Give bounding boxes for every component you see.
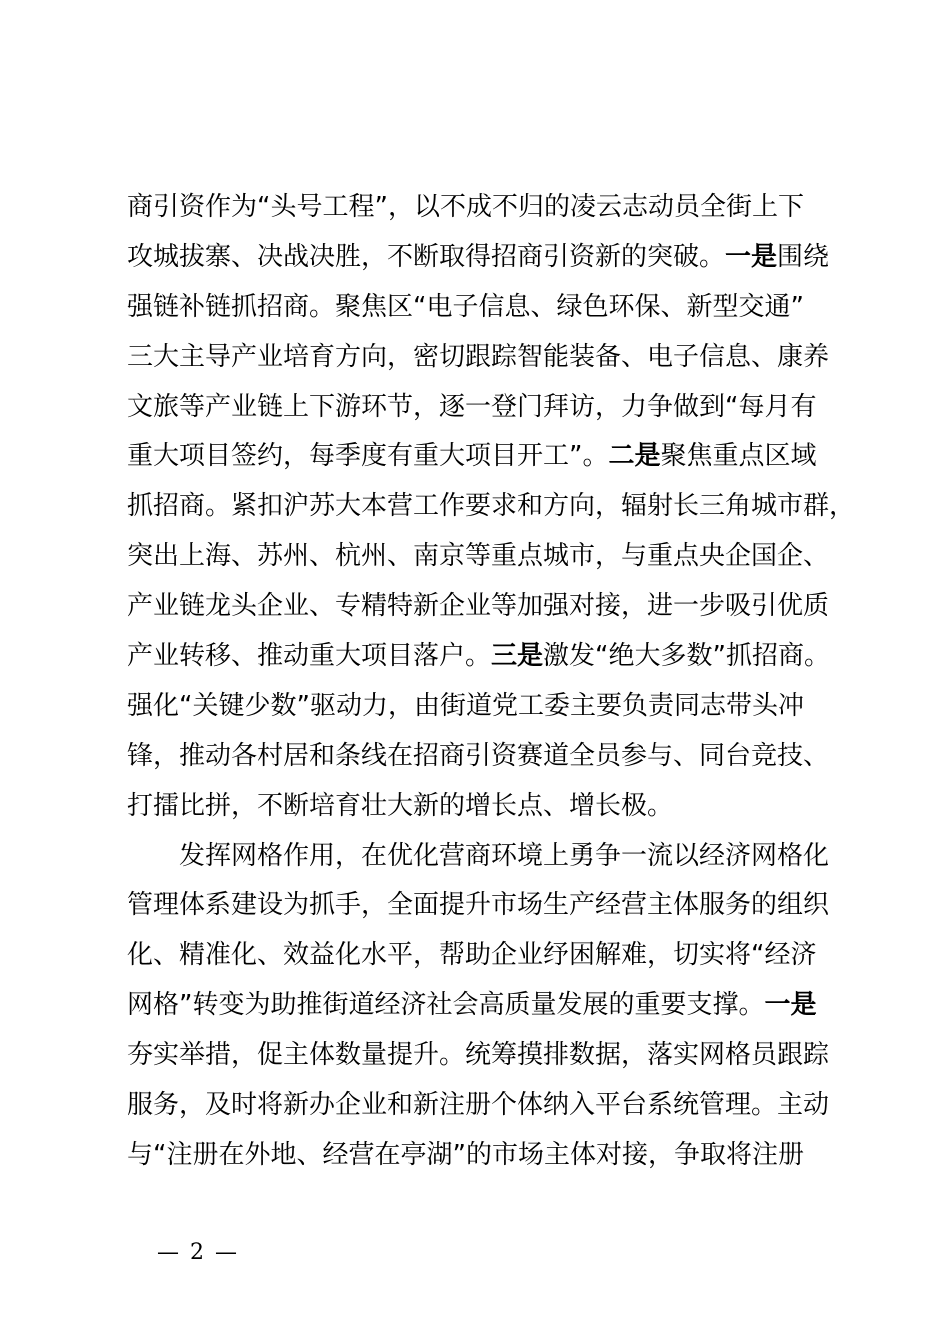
text-line [127, 532, 867, 582]
text-run: 化、精准化、效益化水平，帮助企业纾困解难，切实将“经济 [127, 940, 817, 971]
bold-marker: 二是 [608, 441, 661, 472]
text-run: 激发“绝大多数”抓招商。 [543, 641, 830, 672]
text-run: 与“注册在外地、经营在亭湖”的市场主体对接，争取将注册 [127, 1139, 804, 1170]
text-line [127, 732, 867, 782]
text-run: 服务，及时将新办企业和新注册个体纳入平台系统管理。主动 [127, 1090, 830, 1121]
text-line [127, 632, 867, 682]
text-line [127, 383, 867, 433]
text-line [127, 1131, 867, 1181]
text-run: 产业转移、推动重大项目落户。 [127, 641, 492, 672]
text-run: 网格”转变为助推街道经济社会高质量发展的重要支撑。 [127, 990, 765, 1021]
text-line [127, 782, 867, 832]
text-run: 管理体系建设为抓手，全面提升市场生产经营主体服务的组织 [127, 890, 830, 921]
text-run: 围绕 [777, 241, 830, 272]
text-run: 突出上海、苏州、杭州、南京等重点城市，与重点央企国企、 [127, 541, 830, 572]
text-run: 文旅等产业链上下游环节，逐一登门拜访，力争做到“每月有 [127, 391, 817, 422]
text-run: 打擂比拼，不断培育壮大新的增长点、增长极。 [127, 790, 674, 821]
text-run: 夯实举措，促主体数量提升。统筹摸排数据，落实网格员跟踪 [127, 1040, 830, 1071]
text-line [127, 881, 867, 931]
text-run: 发挥网格作用，在优化营商环境上勇争一流以经济网格化 [179, 840, 830, 871]
text-run: 强链补链抓招商。聚焦区“电子信息、绿色环保、新型交通” [127, 291, 804, 322]
text-line [127, 432, 867, 482]
text-line [127, 482, 867, 532]
bold-marker: 一是 [725, 241, 778, 272]
text-line [127, 832, 867, 882]
text-run: 三大主导产业培育方向，密切跟踪智能装备、电子信息、康养 [127, 341, 830, 372]
text-line [127, 682, 867, 732]
text-line [127, 283, 867, 333]
text-line [127, 582, 867, 632]
text-run: 商引资作为“头号工程”，以不成不归的凌云志动员全街上下 [127, 192, 804, 222]
text-run: 强化“关键少数”驱动力，由街道党工委主要负责同志带头冲 [127, 690, 804, 721]
page-number: — 2 — [157, 1240, 239, 1265]
text-line [127, 1081, 867, 1131]
text-line [127, 981, 867, 1031]
text-run: 产业链龙头企业、专精特新企业等加强对接，进一步吸引优质 [127, 591, 830, 622]
text-run: 抓招商。紧扣沪苏大本营工作要求和方向，辐射长三角城市群， [127, 491, 856, 522]
text-line [127, 931, 867, 981]
text-line [127, 1031, 867, 1081]
text-run: 重大项目签约，每季度有重大项目开工”。 [127, 441, 609, 472]
document-body [127, 183, 867, 1181]
text-line [127, 183, 867, 233]
bold-marker: 一是 [764, 990, 817, 1021]
text-line [127, 233, 867, 283]
text-run: 锋，推动各村居和条线在招商引资赛道全员参与、同台竞技、 [127, 740, 830, 771]
text-line [127, 333, 867, 383]
text-run: 攻城拔寨、决战决胜，不断取得招商引资新的突破。 [127, 241, 726, 272]
bold-marker: 三是 [491, 641, 544, 672]
text-run: 聚焦重点区域 [660, 441, 817, 472]
